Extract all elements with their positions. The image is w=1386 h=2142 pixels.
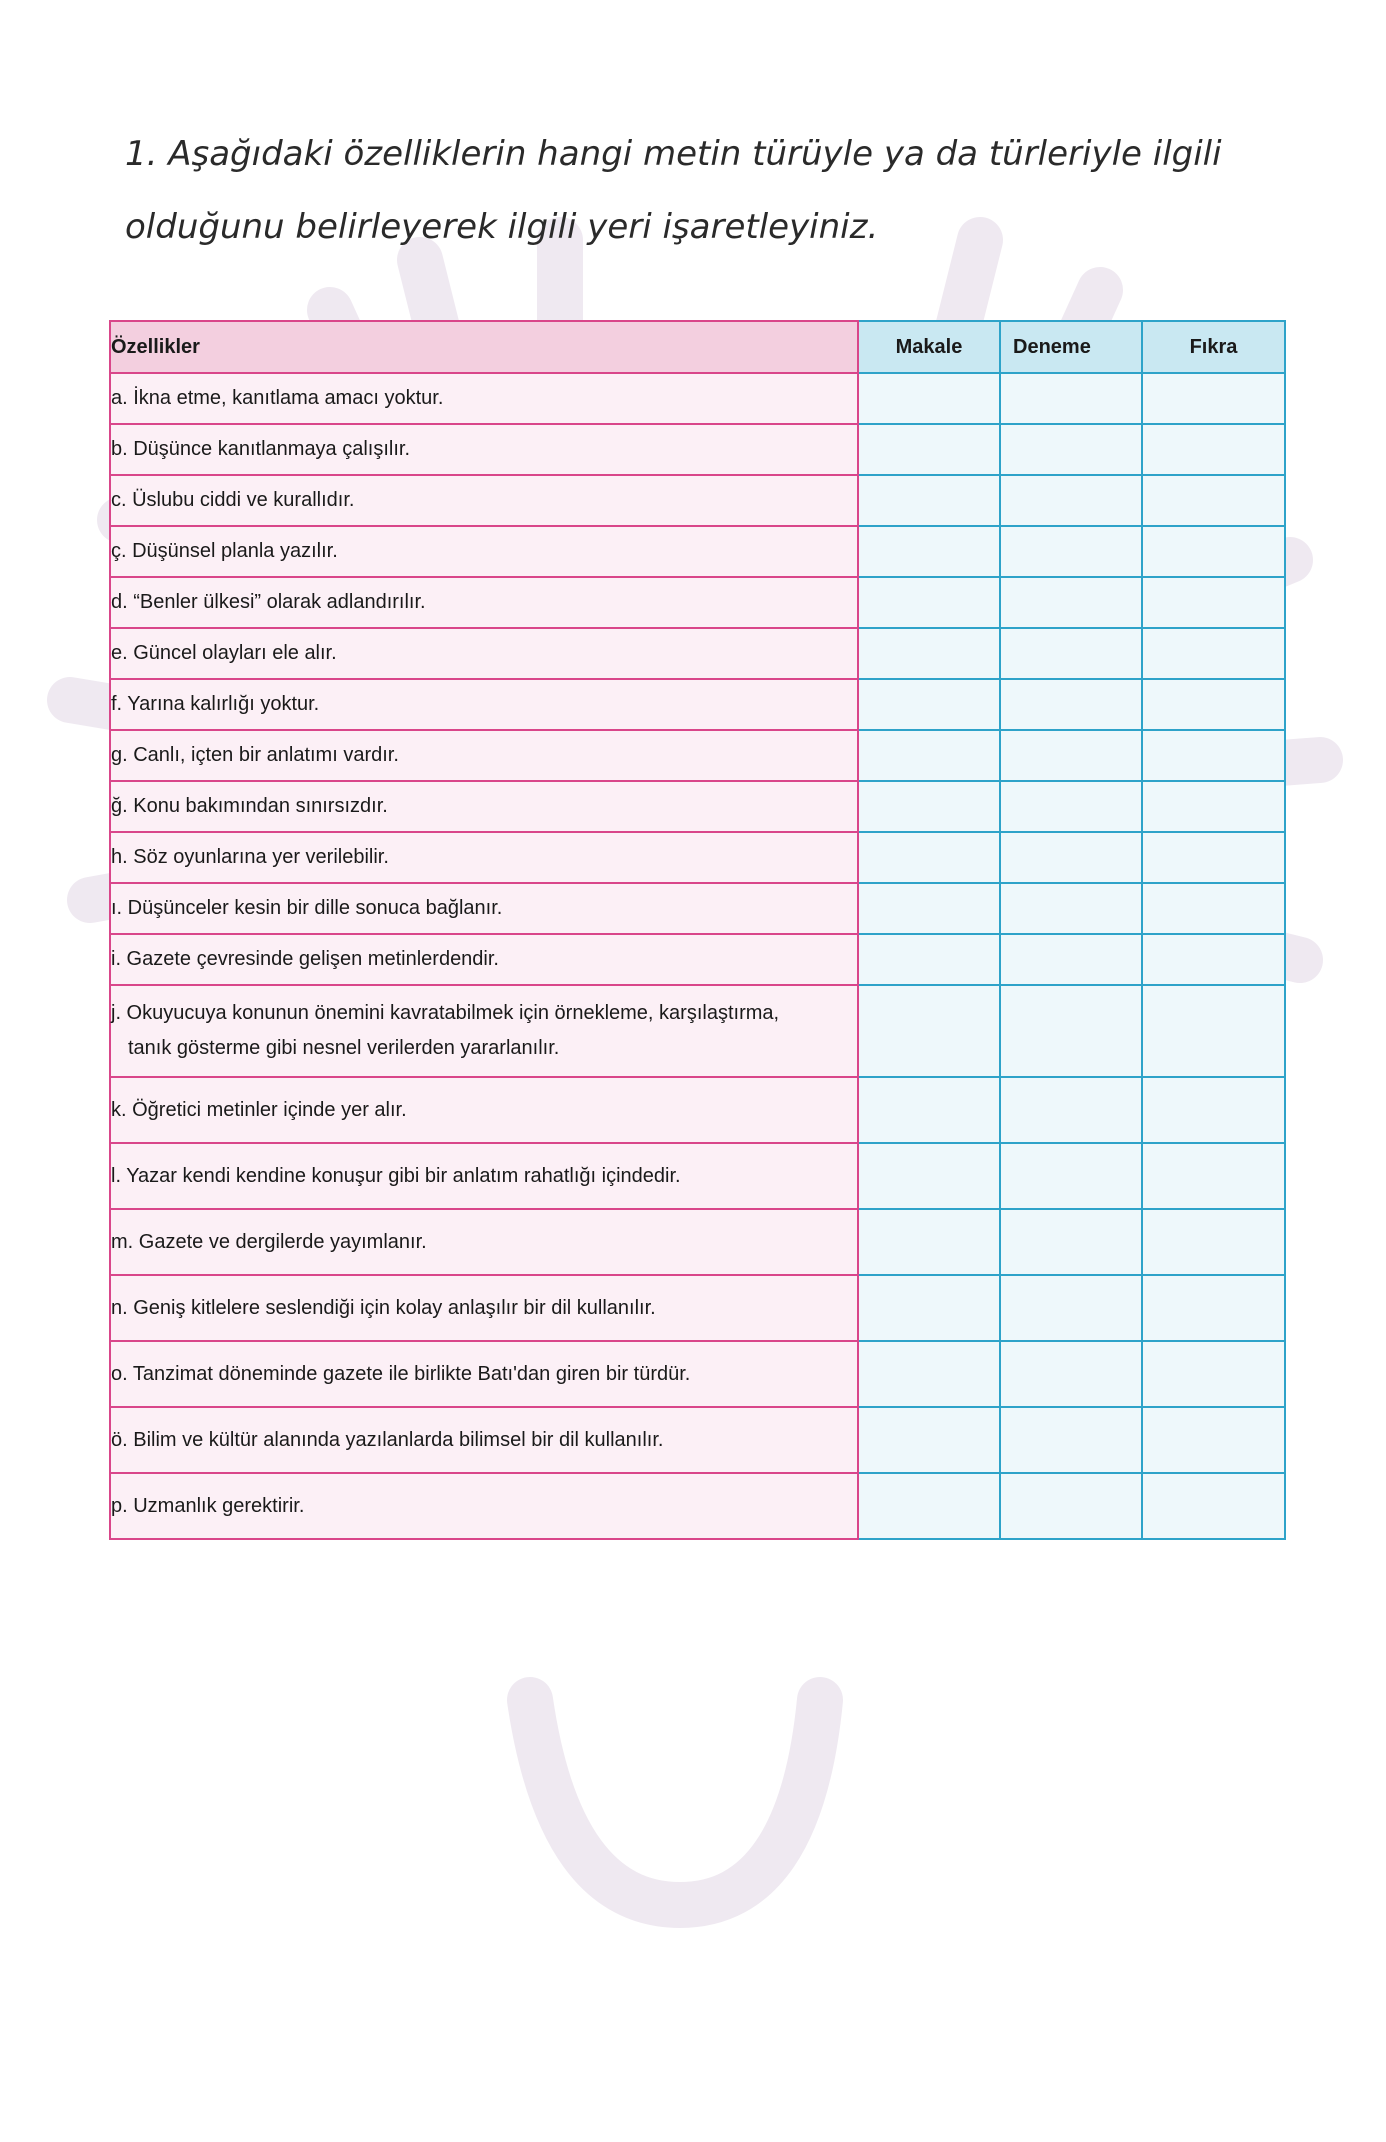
answer-cell-deneme[interactable] (1000, 730, 1142, 781)
question-line-2: olduğunu belirleyerek ilgili yeri işaretleyiniz. (125, 207, 879, 247)
answer-cell-makale[interactable] (858, 1209, 1000, 1275)
answer-cell-makale[interactable] (858, 1473, 1000, 1539)
table-row (110, 832, 1285, 883)
answer-cell-fikra[interactable] (1142, 934, 1285, 985)
answer-cell-makale[interactable] (858, 934, 1000, 985)
answer-cell-fikra[interactable] (1142, 1407, 1285, 1473)
table-row (110, 1209, 1285, 1275)
answer-cell-deneme[interactable] (1000, 1143, 1142, 1209)
table-row (110, 1407, 1285, 1473)
answer-cell-makale[interactable] (858, 526, 1000, 577)
answer-cell-fikra[interactable] (1142, 1077, 1285, 1143)
table-row (110, 679, 1285, 730)
answer-cell-makale[interactable] (858, 832, 1000, 883)
answer-cell-deneme[interactable] (1000, 424, 1142, 475)
answer-cell-deneme[interactable] (1000, 1473, 1142, 1539)
answer-cell-fikra[interactable] (1142, 628, 1285, 679)
table-row (110, 781, 1285, 832)
table-row (110, 1275, 1285, 1341)
answer-cell-makale[interactable] (858, 883, 1000, 934)
property-text-line-1: j. Okuyucuya konunun önemini kavratabilmek için örnekleme, karşılaştırma, (111, 1002, 780, 1024)
property-cell: p. Uzmanlık gerektirir. (110, 1473, 858, 1539)
answer-cell-fikra[interactable] (1142, 1143, 1285, 1209)
property-cell: ç. Düşünsel planla yazılır. (110, 526, 858, 577)
answer-cell-makale[interactable] (858, 1407, 1000, 1473)
answer-cell-fikra[interactable] (1142, 373, 1285, 424)
answer-cell-deneme[interactable] (1000, 679, 1142, 730)
property-cell: h. Söz oyunlarına yer verilebilir. (110, 832, 858, 883)
answer-cell-makale[interactable] (858, 730, 1000, 781)
table-row (110, 1341, 1285, 1407)
table-row (110, 526, 1285, 577)
property-text-line-2: tanık gösterme gibi nesnel verilerden yararlanılır. (128, 1037, 560, 1059)
property-cell: e. Güncel olayları ele alır. (110, 628, 858, 679)
answer-cell-fikra[interactable] (1142, 679, 1285, 730)
answer-cell-deneme[interactable] (1000, 985, 1142, 1077)
property-cell: m. Gazete ve dergilerde yayımlanır. (110, 1209, 858, 1275)
answer-cell-deneme[interactable] (1000, 1275, 1142, 1341)
answer-cell-makale[interactable] (858, 424, 1000, 475)
answer-cell-makale[interactable] (858, 628, 1000, 679)
answer-cell-makale[interactable] (858, 1077, 1000, 1143)
header-deneme: Deneme (1000, 321, 1142, 373)
answer-cell-fikra[interactable] (1142, 1275, 1285, 1341)
property-cell: d. “Benler ülkesi” olarak adlandırılır. (110, 577, 858, 628)
table-row (110, 1143, 1285, 1209)
answer-cell-makale[interactable] (858, 373, 1000, 424)
answer-cell-fikra[interactable] (1142, 832, 1285, 883)
table-row (110, 628, 1285, 679)
answer-cell-deneme[interactable] (1000, 934, 1142, 985)
property-cell: i. Gazete çevresinde gelişen metinlerdendir. (110, 934, 858, 985)
property-cell: f. Yarına kalırlığı yoktur. (110, 679, 858, 730)
property-cell: b. Düşünce kanıtlanmaya çalışılır. (110, 424, 858, 475)
property-cell: ö. Bilim ve kültür alanında yazılanlarda bilimsel bir dil kullanılır. (110, 1407, 858, 1473)
question-line-1: 1. Aşağıdaki özelliklerin hangi metin türüyle ya da türleriyle ilgili (125, 134, 1222, 174)
table-row (110, 985, 1285, 1077)
table-row (110, 883, 1285, 934)
answer-cell-deneme[interactable] (1000, 781, 1142, 832)
answer-cell-deneme[interactable] (1000, 1341, 1142, 1407)
answer-cell-fikra[interactable] (1142, 883, 1285, 934)
answer-cell-fikra[interactable] (1142, 577, 1285, 628)
property-cell: l. Yazar kendi kendine konuşur gibi bir anlatım rahatlığı içindedir. (110, 1143, 858, 1209)
header-ozellikler: Özellikler (110, 321, 858, 373)
answer-cell-makale[interactable] (858, 1341, 1000, 1407)
answer-cell-makale[interactable] (858, 1275, 1000, 1341)
header-makale: Makale (858, 321, 1000, 373)
answer-cell-deneme[interactable] (1000, 628, 1142, 679)
table-row (110, 1077, 1285, 1143)
property-cell: a. İkna etme, kanıtlama amacı yoktur. (110, 373, 858, 424)
answer-cell-fikra[interactable] (1142, 1341, 1285, 1407)
answer-cell-deneme[interactable] (1000, 475, 1142, 526)
answer-cell-deneme[interactable] (1000, 373, 1142, 424)
property-cell: g. Canlı, içten bir anlatımı vardır. (110, 730, 858, 781)
table-row (110, 934, 1285, 985)
table-header-row (110, 321, 1285, 373)
answer-cell-makale[interactable] (858, 1143, 1000, 1209)
answer-cell-fikra[interactable] (1142, 1209, 1285, 1275)
answer-cell-fikra[interactable] (1142, 1473, 1285, 1539)
property-cell: o. Tanzimat döneminde gazete ile birlikte Batı'dan giren bir türdür. (110, 1341, 858, 1407)
table-row (110, 424, 1285, 475)
table-row (110, 373, 1285, 424)
table-row (110, 1473, 1285, 1539)
question-text (125, 118, 1325, 264)
answer-cell-deneme[interactable] (1000, 526, 1142, 577)
answer-cell-fikra[interactable] (1142, 526, 1285, 577)
property-cell: c. Üslubu ciddi ve kurallıdır. (110, 475, 858, 526)
table-row (110, 475, 1285, 526)
table-row (110, 577, 1285, 628)
answer-cell-makale[interactable] (858, 679, 1000, 730)
answer-cell-deneme[interactable] (1000, 832, 1142, 883)
property-cell (110, 985, 858, 1077)
answer-cell-fikra[interactable] (1142, 475, 1285, 526)
header-fikra: Fıkra (1142, 321, 1285, 373)
property-cell: ğ. Konu bakımından sınırsızdır. (110, 781, 858, 832)
answer-cell-makale[interactable] (858, 475, 1000, 526)
answer-cell-deneme[interactable] (1000, 883, 1142, 934)
answer-cell-fikra[interactable] (1142, 730, 1285, 781)
answer-cell-deneme[interactable] (1000, 1077, 1142, 1143)
properties-table (109, 320, 1286, 1540)
answer-cell-fikra[interactable] (1142, 424, 1285, 475)
answer-cell-makale[interactable] (858, 985, 1000, 1077)
answer-cell-deneme[interactable] (1000, 1209, 1142, 1275)
property-cell: k. Öğretici metinler içinde yer alır. (110, 1077, 858, 1143)
answer-cell-deneme[interactable] (1000, 1407, 1142, 1473)
answer-cell-makale[interactable] (858, 781, 1000, 832)
property-cell: ı. Düşünceler kesin bir dille sonuca bağlanır. (110, 883, 858, 934)
answer-cell-fikra[interactable] (1142, 781, 1285, 832)
property-cell: n. Geniş kitlelere seslendiği için kolay anlaşılır bir dil kullanılır. (110, 1275, 858, 1341)
answer-cell-deneme[interactable] (1000, 577, 1142, 628)
answer-cell-makale[interactable] (858, 577, 1000, 628)
answer-cell-fikra[interactable] (1142, 985, 1285, 1077)
table-row (110, 730, 1285, 781)
